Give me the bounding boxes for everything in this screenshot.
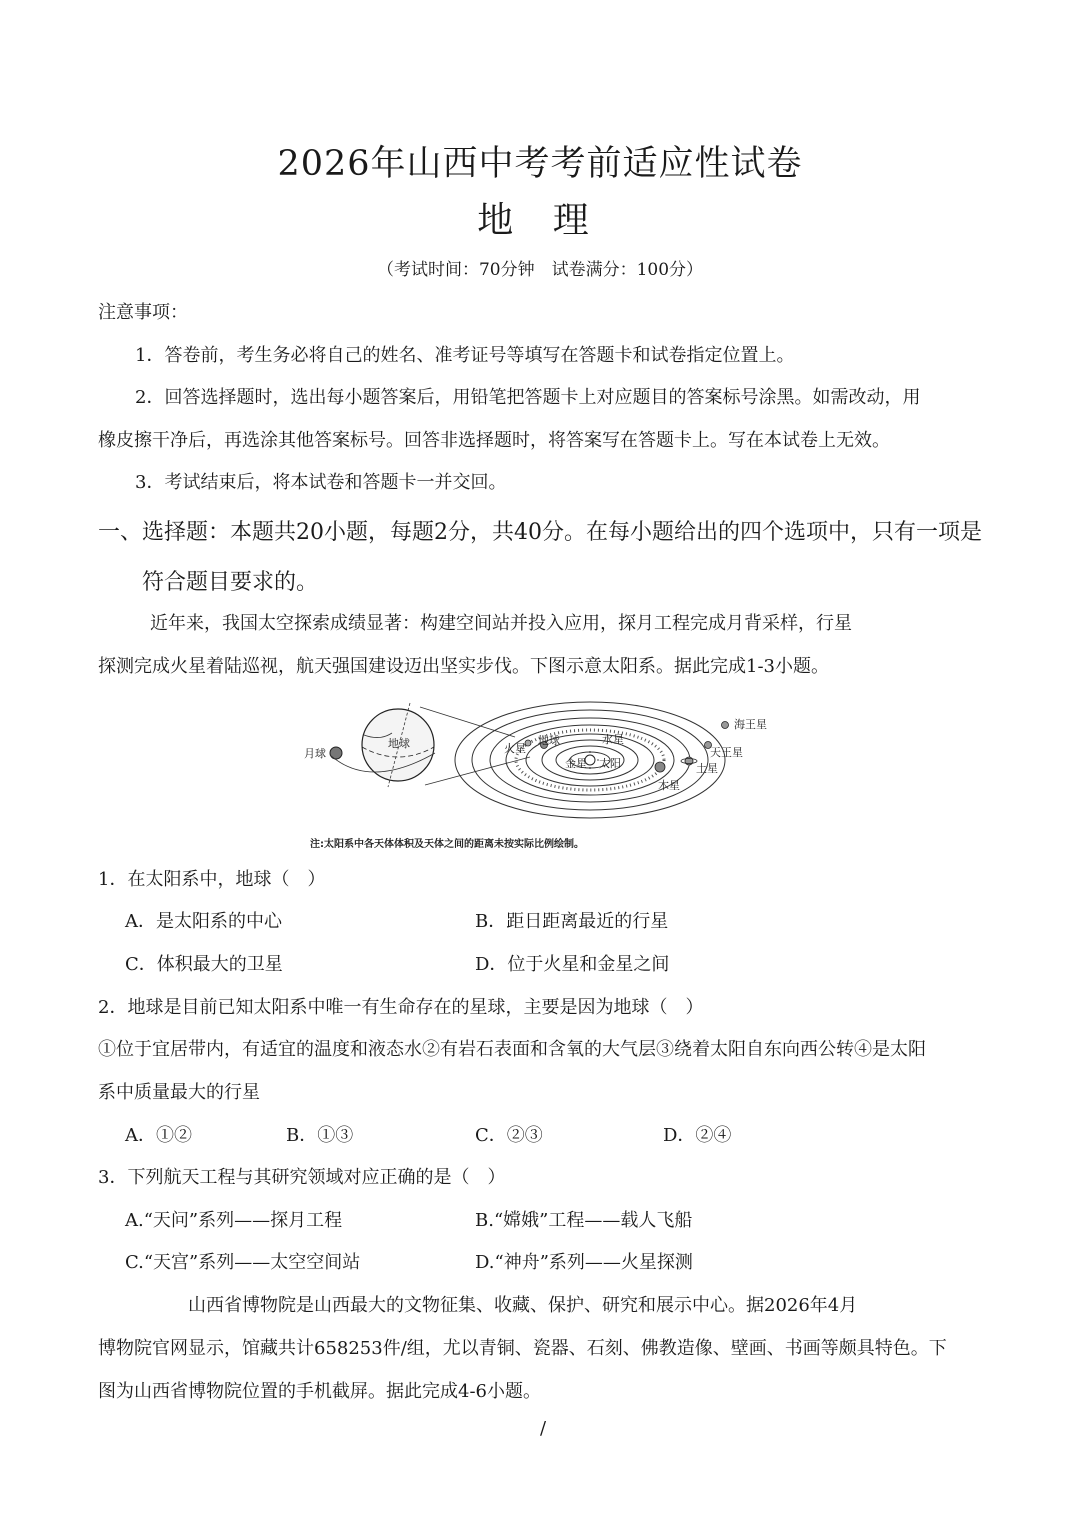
uranus-label: 天王星 [710, 746, 743, 759]
exam-info: （考试时间：70分钟 试卷满分：100分） [376, 260, 704, 280]
passage-text: 近年来，我国太空探索成绩显著：构建空间站并投入应用，探月工程完成月背采样，行星 [150, 613, 852, 634]
venus-label: 金星 [565, 757, 587, 770]
question-statements: ①位于宜居带内，有适宜的温度和液态水②有岩石表面和含氧的大气层③绕着太阳自东向西公转④是太阳 [98, 1039, 926, 1060]
sun-label: 太阳 [599, 757, 621, 770]
option-b: B．①③ [286, 1125, 354, 1146]
passage-text: 探测完成火星着陆巡视，航天强国建设迈出坚实步伐。下图示意太阳系。据此完成1-3小题。 [98, 656, 829, 677]
question-stem: 1．在太阳系中，地球（ ） [98, 869, 326, 890]
passage-text: 博物院官网显示，馆藏共计658253件/组，尤以青铜、瓷器、石刻、佛教造像、壁画、书画等颇具特色。下 [98, 1338, 947, 1359]
earth-orbit-label: 地球 [538, 734, 560, 747]
figure-note: 注:太阳系中各天体体积及天体之间的距离未按实际比例绘制。 [310, 839, 584, 850]
solar-system-figure [300, 695, 800, 855]
option-b: B．距日距离最近的行星 [475, 911, 669, 932]
notice-heading: 注意事项： [98, 302, 188, 323]
mercury-label: 水星 [602, 733, 624, 746]
question-stem: 2．地球是目前已知太阳系中唯一有生命存在的星球，主要是因为地球（ ） [98, 997, 704, 1018]
option-a: A.“天问”系列——探月工程 [125, 1210, 343, 1231]
subject-title: 地 理 [477, 200, 603, 241]
option-c: C．体积最大的卫星 [125, 954, 283, 975]
notice-item: 3．考试结束后，将本试卷和答题卡一并交回。 [135, 472, 507, 493]
exam-title: 2026年山西中考考前适应性试卷 [277, 144, 803, 184]
option-b: B.“嫦娥”工程——载人飞船 [475, 1210, 693, 1231]
passage-text: 山西省博物院是山西最大的文物征集、收藏、保护、研究和展示中心。据2026年4月 [188, 1295, 858, 1316]
notice-item: 1．答卷前，考生务必将自己的姓名、准考证号等填写在答题卡和试卷指定位置上。 [135, 345, 795, 366]
section-heading: 一、选择题：本题共20小题，每题2分，共40分。在每小题给出的四个选项中，只有一项是 [98, 520, 982, 545]
option-c: C.“天宫”系列——太空空间站 [125, 1252, 361, 1273]
mars-label: 火星 [504, 742, 526, 755]
section-heading-cont: 符合题目要求的。 [142, 570, 319, 595]
saturn-label: 土星 [696, 762, 718, 775]
option-c: C．②③ [475, 1125, 543, 1146]
option-d: D.“神舟”系列——火星探测 [475, 1252, 693, 1273]
option-d: D．②④ [663, 1125, 732, 1146]
question-stem: 3．下列航天工程与其研究领域对应正确的是（ ） [98, 1167, 506, 1188]
option-a: A．是太阳系的中心 [125, 911, 282, 932]
earth-label: 地球 [388, 737, 410, 750]
page-number: / [540, 1418, 547, 1439]
notice-item: 2．回答选择题时，选出每小题答案后，用铅笔把答题卡上对应题目的答案标号涂黑。如需改动，用 [135, 387, 921, 408]
neptune-label: 海王星 [734, 718, 767, 731]
moon-label: 月球 [304, 747, 326, 760]
jupiter-label: 木星 [658, 779, 680, 792]
notice-item: 橡皮擦干净后，再选涂其他答案标号。回答非选择题时，将答案写在答题卡上。写在本试卷上无效。 [98, 430, 890, 451]
question-statements: 系中质量最大的行星 [98, 1082, 260, 1103]
option-d: D．位于火星和金星之间 [475, 954, 670, 975]
jupiter-planet [655, 762, 665, 772]
neptune-planet [722, 722, 729, 729]
option-a: A．①② [125, 1125, 192, 1146]
passage-text: 图为山西省博物院位置的手机截屏。据此完成4-6小题。 [98, 1381, 541, 1402]
moon-body [330, 747, 342, 759]
